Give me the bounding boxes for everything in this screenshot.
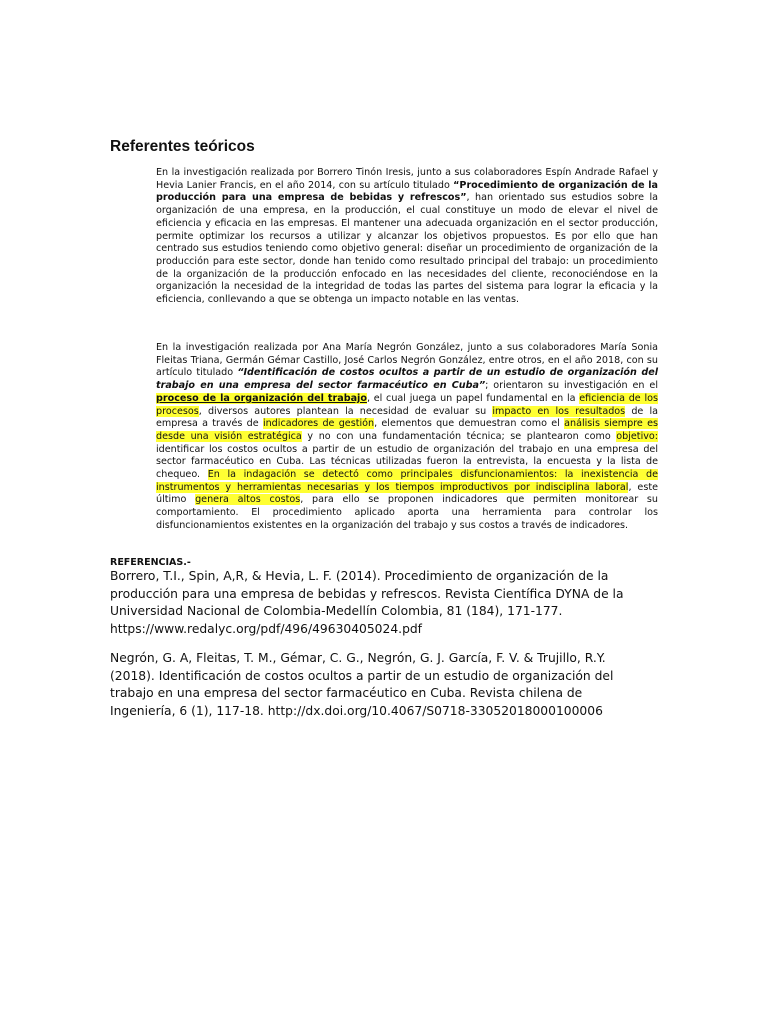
p2-highlight-impacto: impacto en los resultados: [492, 405, 626, 417]
p2-highlight-eficiencia: eficiencia de los procesos: [156, 392, 658, 417]
p1-intro: En la investigación realizada por Borrero Tinón Iresis, junto a sus colaboradores Espín Andrade Rafael y Hevia Lanier Francis, en el año 2014, con su artículo titulado: [156, 167, 658, 191]
p2-text-7: identificar los costos ocultos a partir de un estudio de organización del trabajo en una empresa del sector farmacéutico en Cuba. Las técnicas utilizadas fueron la entrevista, la encuesta y la lista de chequeo.: [156, 443, 658, 481]
p2-highlight-objetivo: objetivo:: [616, 430, 659, 442]
p2-highlight-proceso: proceso de la organización del trabajo: [156, 392, 367, 404]
p2-text-8: , este último: [156, 481, 658, 506]
p2-text-2: , el cual juega un papel fundamental en la: [366, 392, 580, 404]
p2-highlight-costos: genera altos costos: [195, 494, 301, 506]
p2-intro: En la investigación realizada por Ana María Negrón González, junto a sus colaboradores María Sonia Fleitas Triana, Germán Gémar Castillo, José Carlos Negrón González, entre otros, en el año 2018, con su artículo titulado: [156, 342, 658, 379]
paragraph-borrero: [156, 167, 658, 307]
p2-highlight-indicadores: indicadores de gestión: [262, 418, 375, 430]
p2-text-5: , elementos que demuestran como el: [374, 418, 565, 430]
p2-text-1: ; orientaron su investigación en el: [485, 380, 658, 392]
p1-body: , han orientado sus estudios sobre la organización de una empresa, en la producción, el cual constituye un modo de elevar el nivel de eficiencia y eficacia en las empresas. El mantener una adecuada organización en el sector producción, permite optimizar los recursos a utilizar y alcanzar los objetivos propuestos. Es por ello que han centrado sus estudios teniendo como objetivo general: diseñar un procedimiento de organización de la producción para este sector, donde han tenido como resultado principal del trabajo: un procedimiento de la organización de la producción enfocado en las necesidades del cliente, reconociéndose en la organización la necesidad de la integridad de todas las partes del sistema para lograr la eficacia y la eficiencia, conllevando a que se obtenga un impacto notable en las ventas.: [156, 192, 658, 306]
p2-text-3: , diversos autores plantean la necesidad de evaluar su: [198, 405, 493, 417]
p1-article-title: “Procedimiento de organización de la producción para una empresa de bebidas y refrescos”: [156, 179, 658, 204]
p2-highlight-indagacion: En la indagación se detectó como principales disfuncionamientos: la inexistencia de instrumentos y herramientas necesarias y los tiempos improductivos por indisciplina laboral: [156, 469, 658, 493]
reference-item: Negrón, G. A, Fleitas, T. M., Gémar, C. G., Negrón, G. J. García, F. V. & Trujillo, R.Y. (2018). Identificación de costos ocultos a partir de un estudio de organización del trabajo en una empresa del sector farmacéutico en Cuba. Revista chilena de Ingeniería, 6 (1), 117-18. http://dx.doi.org/10.4067/S0718-33052018000100006: [110, 651, 614, 718]
p2-text-9: , para ello se proponen indicadores que permiten monitorear su comportamiento. El procedimiento aplicado aporta una herramienta para controlar los disfuncionamientos existentes en la organización del trabajo y sus costos a través de indicadores.: [156, 494, 659, 531]
reference-item: Borrero, T.I., Spin, A,R, & Hevia, L. F. (2014). Procedimiento de organización de la producción para una empresa de bebidas y refrescos. Revista Científica DYNA de la Universidad Nacional de Colombia-Medellín Colombia, 81 (184), 171-177. https://www.redalyc.org/pdf/496/49630405024.pdf: [110, 569, 624, 636]
paragraph-negron: [156, 342, 658, 533]
section-heading: Referentes teóricos: [110, 138, 255, 155]
p2-text-6: y no con una fundamentación técnica; se plantearon como: [301, 430, 617, 442]
p2-article-title: “Identificación de costos ocultos a partir de un estudio de organización del trabajo en una empresa del sector farmacéutico en Cuba”: [156, 367, 658, 392]
p2-text-4: de la empresa a través de: [156, 405, 658, 430]
p2-highlight-analisis: análisis siempre es desde una visión estratégica: [156, 418, 658, 442]
references-heading: REFERENCIAS.-: [110, 557, 191, 568]
